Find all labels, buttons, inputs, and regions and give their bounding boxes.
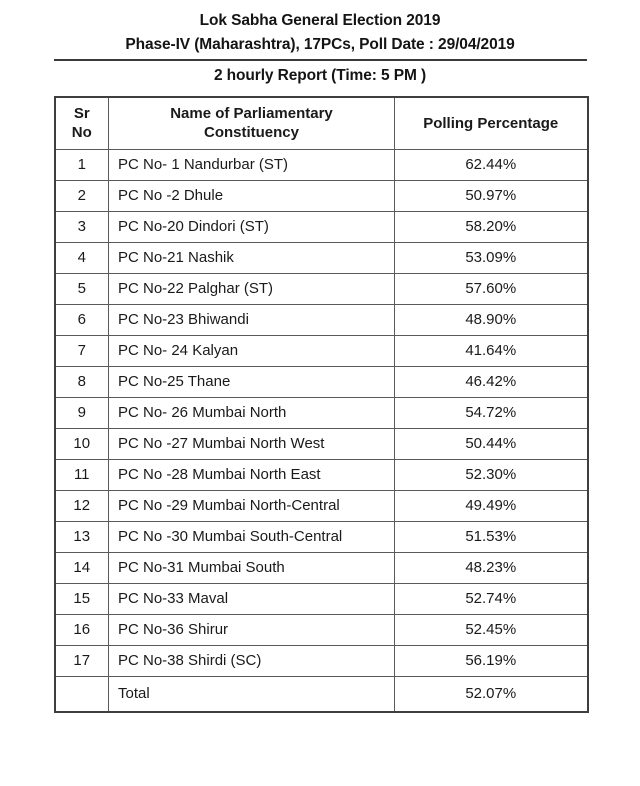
- table-row: [55, 397, 588, 428]
- table-header-row: [55, 97, 588, 149]
- cell-sr-no: 5: [55, 273, 109, 304]
- table-row: [55, 521, 588, 552]
- cell-sr-no: 6: [55, 304, 109, 335]
- cell-polling-percentage: 62.44%: [395, 149, 588, 180]
- cell-constituency-name: PC No- 1 Nandurbar (ST): [109, 149, 395, 180]
- cell-constituency-name: PC No- 24 Kalyan: [109, 335, 395, 366]
- cell-constituency-name: PC No-21 Nashik: [109, 242, 395, 273]
- heading-divider: [54, 59, 587, 61]
- cell-polling-percentage: 52.45%: [395, 614, 588, 645]
- table-row: [55, 366, 588, 397]
- cell-sr-no: 10: [55, 428, 109, 459]
- table-header: [55, 97, 588, 149]
- table-total-row: [55, 676, 588, 712]
- cell-polling-percentage: 56.19%: [395, 645, 588, 676]
- column-header-constituency-name-line-1: Name of Parliamentary: [170, 105, 333, 123]
- cell-constituency-name: PC No -27 Mumbai North West: [109, 428, 395, 459]
- cell-sr-no: 12: [55, 490, 109, 521]
- cell-constituency-name: PC No -28 Mumbai North East: [109, 459, 395, 490]
- table-row: [55, 645, 588, 676]
- cell-polling-percentage: 52.30%: [395, 459, 588, 490]
- cell-sr-no: 14: [55, 552, 109, 583]
- polling-percentage-table: [54, 96, 589, 713]
- cell-sr-no: 1: [55, 149, 109, 180]
- report-title-line-2: Phase-IV (Maharashtra), 17PCs, Poll Date : 29/04/2019: [125, 36, 515, 53]
- table-row: [55, 614, 588, 645]
- report-heading: [0, 0, 640, 88]
- table-row: [55, 583, 588, 614]
- cell-constituency-name: PC No-25 Thane: [109, 366, 395, 397]
- cell-sr-no: 4: [55, 242, 109, 273]
- total-row-polling-percentage: 52.07%: [395, 676, 588, 712]
- table-row: [55, 242, 588, 273]
- report-title-line-1: Lok Sabha General Election 2019: [199, 12, 441, 29]
- table-row: [55, 211, 588, 242]
- cell-constituency-name: PC No- 26 Mumbai North: [109, 397, 395, 428]
- cell-constituency-name: PC No-36 Shirur: [109, 614, 395, 645]
- cell-polling-percentage: 52.74%: [395, 583, 588, 614]
- table-row: [55, 335, 588, 366]
- cell-polling-percentage: 49.49%: [395, 490, 588, 521]
- cell-constituency-name: PC No-38 Shirdi (SC): [109, 645, 395, 676]
- cell-polling-percentage: 46.42%: [395, 366, 588, 397]
- polling-table-container: [54, 96, 587, 713]
- table-row: [55, 273, 588, 304]
- table-row: [55, 304, 588, 335]
- total-row-sr-no: [55, 676, 109, 712]
- cell-polling-percentage: 57.60%: [395, 273, 588, 304]
- cell-constituency-name: PC No-22 Palghar (ST): [109, 273, 395, 304]
- cell-polling-percentage: 58.20%: [395, 211, 588, 242]
- cell-sr-no: 9: [55, 397, 109, 428]
- column-header-polling-percentage: Polling Percentage: [395, 97, 588, 149]
- cell-polling-percentage: 48.90%: [395, 304, 588, 335]
- heading-divider-line: [54, 59, 587, 61]
- cell-constituency-name: PC No -2 Dhule: [109, 180, 395, 211]
- cell-polling-percentage: 50.97%: [395, 180, 588, 211]
- cell-polling-percentage: 54.72%: [395, 397, 588, 428]
- cell-polling-percentage: 51.53%: [395, 521, 588, 552]
- cell-sr-no: 16: [55, 614, 109, 645]
- table-row: [55, 552, 588, 583]
- table-row: [55, 180, 588, 211]
- report-title-line-3: 2 hourly Report (Time: 5 PM ): [213, 67, 427, 84]
- cell-sr-no: 17: [55, 645, 109, 676]
- cell-polling-percentage: 53.09%: [395, 242, 588, 273]
- cell-constituency-name: PC No-23 Bhiwandi: [109, 304, 395, 335]
- total-row-label: Total: [109, 676, 395, 712]
- cell-sr-no: 13: [55, 521, 109, 552]
- cell-polling-percentage: 41.64%: [395, 335, 588, 366]
- column-header-constituency-name: [109, 97, 395, 149]
- table-row: [55, 490, 588, 521]
- cell-polling-percentage: 48.23%: [395, 552, 588, 583]
- cell-constituency-name: PC No -30 Mumbai South-Central: [109, 521, 395, 552]
- table-row: [55, 149, 588, 180]
- cell-sr-no: 8: [55, 366, 109, 397]
- table-row: [55, 428, 588, 459]
- cell-constituency-name: PC No-20 Dindori (ST): [109, 211, 395, 242]
- cell-sr-no: 3: [55, 211, 109, 242]
- cell-constituency-name: PC No -29 Mumbai North-Central: [109, 490, 395, 521]
- table-body: [55, 149, 588, 712]
- cell-sr-no: 15: [55, 583, 109, 614]
- cell-sr-no: 11: [55, 459, 109, 490]
- cell-polling-percentage: 50.44%: [395, 428, 588, 459]
- table-row: [55, 459, 588, 490]
- cell-sr-no: 7: [55, 335, 109, 366]
- column-header-constituency-name-line-2: Constituency: [203, 124, 299, 142]
- column-header-sr-no: Sr No: [55, 97, 109, 149]
- cell-constituency-name: PC No-33 Maval: [109, 583, 395, 614]
- cell-sr-no: 2: [55, 180, 109, 211]
- cell-constituency-name: PC No-31 Mumbai South: [109, 552, 395, 583]
